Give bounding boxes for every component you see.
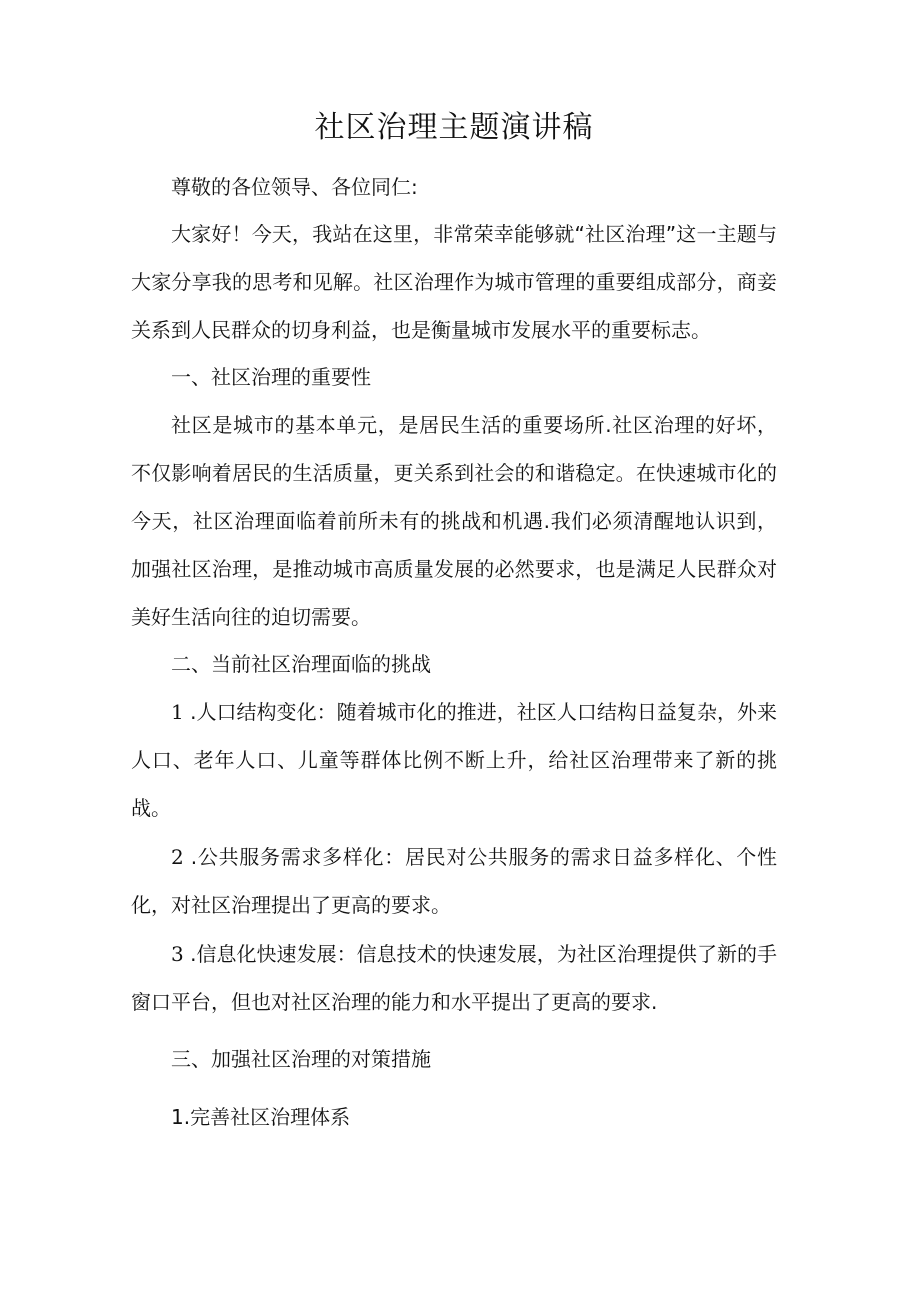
section3-heading: 三、加强社区治理的对策措施 <box>171 1047 431 1071</box>
item-number: 3 <box>171 942 184 966</box>
section2-item-3 <box>131 930 777 1026</box>
section1-paragraph <box>131 401 777 641</box>
section3-heading-block <box>131 1035 777 1083</box>
section2-heading: 二、当前社区治理面临的挑战 <box>171 652 431 676</box>
section1-heading-block <box>131 353 777 401</box>
section3-subheading-block <box>131 1093 777 1141</box>
section2-item-1 <box>131 688 777 832</box>
section2-heading-block <box>131 640 777 688</box>
section2-item-2 <box>131 833 777 929</box>
section3-subheading: 1.完善社区治理体系 <box>171 1105 351 1129</box>
item-text: .信息化快速发展：信息技术的快速发展，为社区治理提供了新的手窗口平台，但也对社区治理的能力和水平提出了更高的要求. <box>131 942 777 1014</box>
section1-text: 社区是城市的基本单元，是居民生活的重要场所.社区治理的好坏，不仅影响着居民的生活质量，更关系到社会的和谐稳定。在快速城市化的今天，社区治理面临着前所未有的挑战和机遇.我们必须清醒地认识到，加强社区治理，是推动城市高质量发展的必然要求，也是满足人民群众对美好生活向往的迫切需要。 <box>131 413 777 629</box>
document-title: 社区治理主题演讲稿 <box>314 110 594 145</box>
section1-heading: 一、社区治理的重要性 <box>171 365 371 389</box>
intro-text: 大家好！今天，我站在这里，非常荣幸能够就“社区治理”这一主题与大家分享我的思考和见解。社区治理作为城市管理的重要组成部分，商妾关系到人民群众的切身利益，也是衡量城市发展水平的重要标志。 <box>131 222 777 342</box>
greeting-paragraph <box>131 163 777 211</box>
item-number: 1 <box>171 700 184 724</box>
item-number: 2 <box>171 845 184 869</box>
item-text: .人口结构变化：随着城市化的推进，社区人口结构日益复杂，外来人口、老年人口、儿童等群体比例不断上升，给社区治理带来了新的挑战。 <box>131 700 777 820</box>
item-text: .公共服务需求多样化：居民对公共服务的需求日益多样化、个性化，对社区治理提出了更高的要求。 <box>131 845 777 917</box>
intro-paragraph <box>131 210 777 354</box>
greeting-text: 尊敬的各位领导、各位同仁: <box>171 175 418 199</box>
